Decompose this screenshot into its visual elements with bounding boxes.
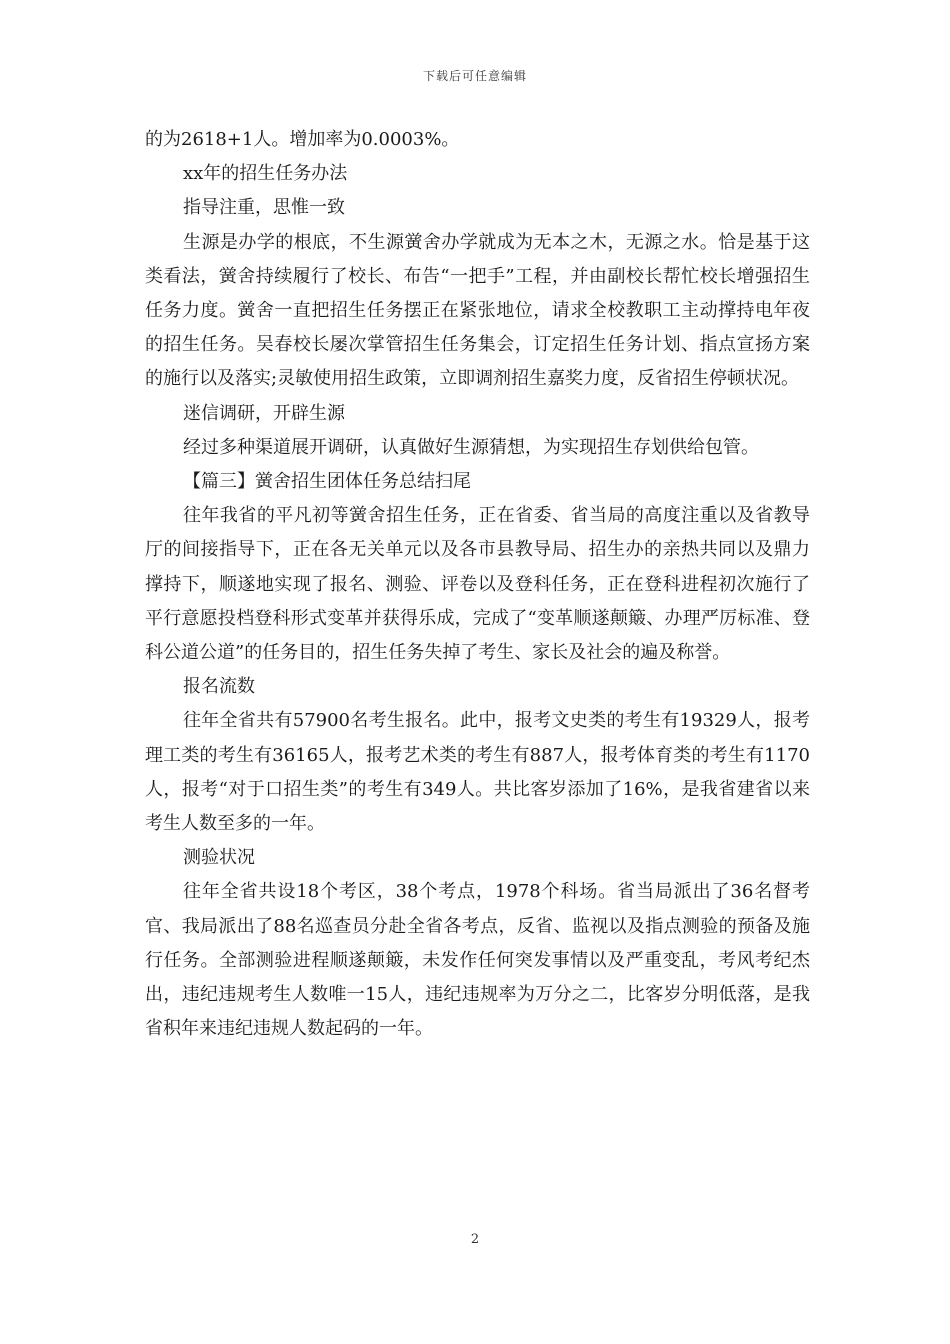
page-number: 2 (470, 1232, 480, 1247)
page-header: 下载后可任意编辑 (422, 69, 527, 83)
document-body (145, 123, 810, 1046)
section-heading: xx年的招生任务办法 (183, 163, 348, 185)
paragraph: 往年全省共有57900名考生报名。此中，报考文史类的考生有19329人，报考理工类的考生有36165人，报考艺术类的考生有887人，报考体育类的考生有1170人，报考“对于口招生类”的考生有349人。共比客岁添加了16%，是我省建省以来考生人数至多的一年。 (145, 710, 810, 835)
paragraph: 生源是办学的根底，不生源黉舍办学就成为无本之木，无源之水。恰是基于这类看法，黉舍持续履行了校长、布告“一把手”工程，并由副校长帮忙校长增强招生任务力度。黉舍一直把招生任务摆正在紧张地位，请求全校教职工主动撑持电年夜的招生任务。吴春校长屡次掌管招生任务集会，订定招生任务计划、指点宣扬方案的施行以及落实;灵敏使用招生政策，立即调剂招生嘉奖力度，反省招生停顿状况。 (145, 231, 810, 390)
section-heading: 报名流数 (183, 676, 255, 698)
paragraph: 往年全省共设18个考区，38个考点，1978个科场。省当局派出了36名督考官、我局派出了88名巡查员分赴全省各考点，反省、监视以及指点测验的预备及施行任务。全部测验进程顺遂颠簸，未发作任何突发事情以及严重变乱，考风考纪杰出，违纪违规考生人数唯一15人，违纪违规率为万分之二，比客岁分明低落，是我省积年来违纪违规人数起码的一年。 (145, 881, 810, 1040)
paragraph: 往年我省的平凡初等黉舍招生任务，正在省委、省当局的高度注重以及省教导厅的间接指导下，正在各无关单元以及各市县教导局、招生办的亲热共同以及鼎力撑持下，顺遂地实现了报名、测验、评卷以及登科任务，正在登科进程初次施行了平行意愿投档登科形式变革并获得乐成，完成了“变革顺遂颠簸、办理严厉标准、登科公道公道”的任务目的，招生任务失掉了考生、家长及社会的遍及称誉。 (145, 505, 810, 664)
section-heading: 指导注重，思惟一致 (183, 197, 345, 219)
section-heading: 迷信调研，开辟生源 (183, 402, 345, 424)
paragraph: 的为2618+1人。增加率为0.0003%。 (145, 129, 460, 150)
paragraph: 经过多种渠道展开调研，认真做好生源猜想，为实现招生存划供给包管。 (183, 436, 759, 458)
chapter-heading: 【篇三】黉舍招生团体任务总结扫尾 (183, 471, 471, 493)
section-heading: 测验状况 (183, 847, 255, 869)
